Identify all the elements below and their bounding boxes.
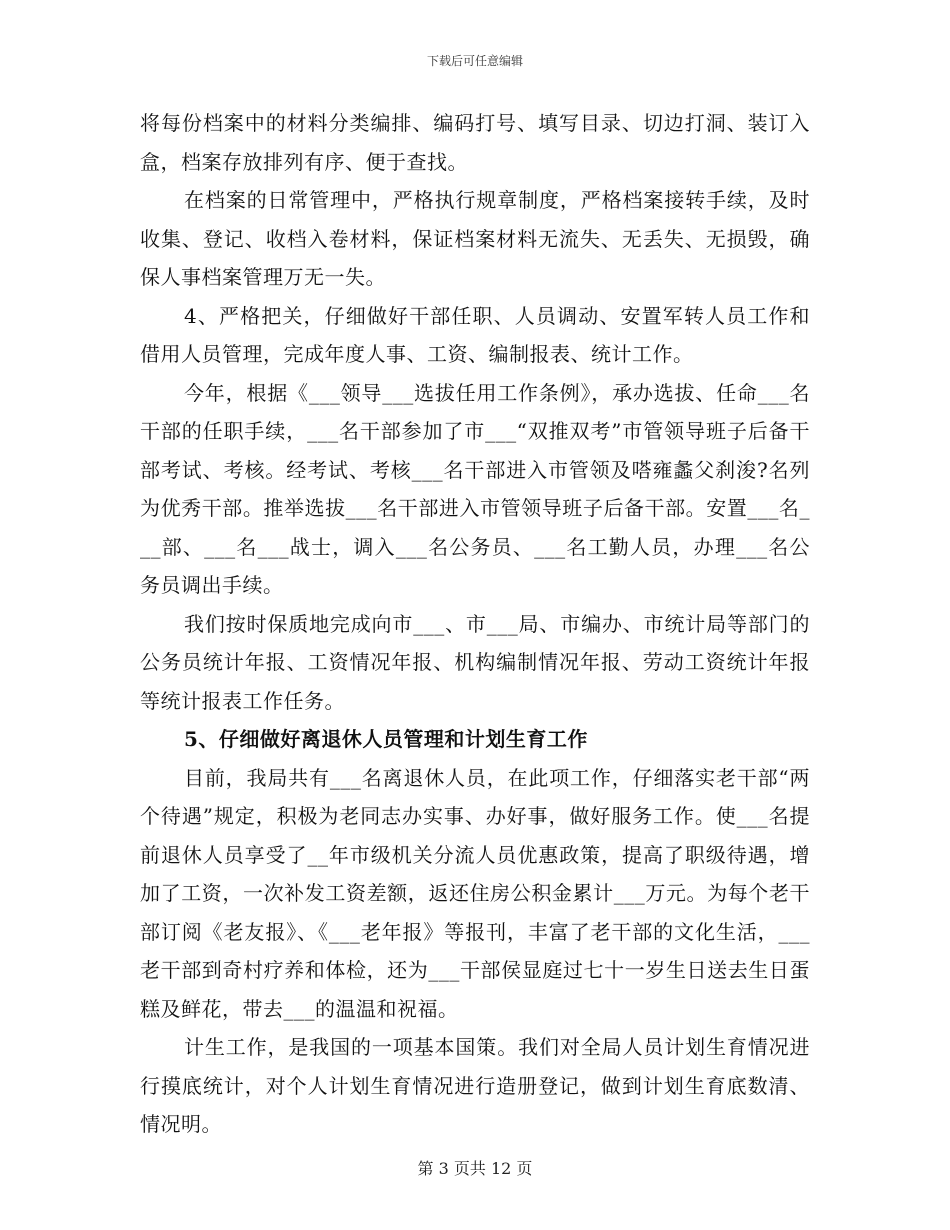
paragraph: 我们按时保质地完成向市___、市___局、市编办、市统计局等部门的公务员统计年报、工资情况年报、机构编制情况年报、劳动工资统计年报等统计报表工作任务。	[140, 611, 810, 713]
document-body	[140, 104, 810, 1144]
paragraph: 4、严格把关，仔细做好干部任职、人员调动、安置军转人员工作和借用人员管理，完成年度人事、工资、编制报表、统计工作。	[140, 303, 810, 366]
paragraph: 目前，我局共有___名离退休人员，在此项工作，仔细落实老干部“两个待遇”规定，积极为老同志办实事、办好事，做好服务工作。使___名提前退休人员享受了__年市级机关分流人员优惠政策，提高了职级待遇，增加了工资，一次补发工资差额，返还住房公积金累计___万元。为每个老干部订阅《老友报》、《___老年报》等报刊，丰富了老干部的文化生活，___老干部到奇村疗养和体检，还为___干部侯显庭过七十一岁生日送去生日蛋糕及鲜花，带去___的温温和祝福。	[140, 765, 810, 1021]
paragraph: 将每份档案中的材料分类编排、编码打号、填写目录、切边打洞、装订入盒，档案存放排列有序、便于查找。	[140, 111, 810, 174]
page-number: 第 3 页共 12 页	[417, 1159, 533, 1178]
paragraph: 今年，根据《___领导___选拔任用工作条例》，承办选拔、任命___名干部的任职手续，___名干部参加了市___“双推双考”市管领导班子后备干部考试、考核。经考试、考核___名干部进入市管领及嗒雍蠡父刹浚?名列为优秀干部。推举选拔___名干部进入市管领导班子后备干部。安置___名___部、___名___战士，调入___名公务员、___名工勤人员，办理___名公务员调出手续。	[140, 380, 810, 597]
section-heading: 5、仔细做好离退休人员管理和计划生育工作	[184, 727, 588, 751]
paragraph: 计生工作，是我国的一项基本国策。我们对全局人员计划生育情况进行摸底统计，对个人计划生育情况进行造册登记，做到计划生育底数清、情况明。	[140, 1035, 810, 1136]
paragraph: 在档案的日常管理中，严格执行规章制度，严格档案接转手续，及时收集、登记、收档入卷材料，保证档案材料无流失、无丢失、无损毁，确保人事档案管理万无一失。	[140, 188, 810, 289]
page-header: 下载后可任意编辑	[426, 54, 523, 68]
